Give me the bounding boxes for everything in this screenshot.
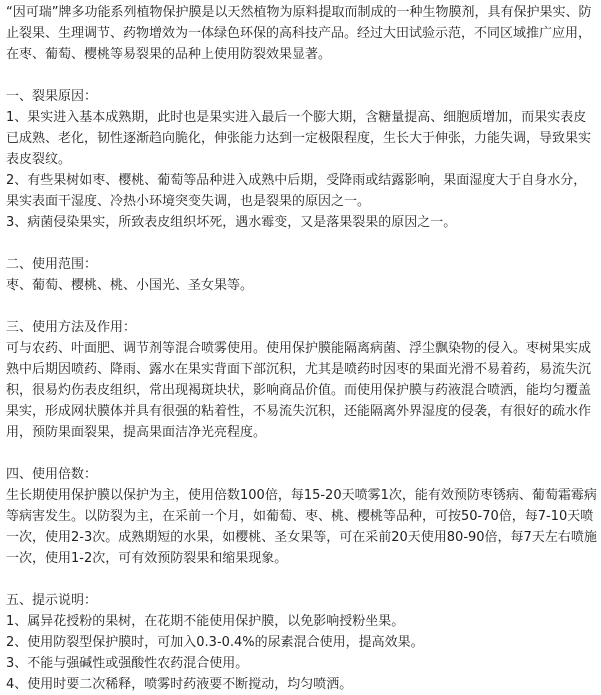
note-item-2: 2、使用防裂型保护膜时，可加入0.3-0.4%的尿素混合使用，提高效果。 [6, 635, 424, 650]
note-item-4: 4、使用时要二次稀释，喷雾时药液要不断搅动，均匀喷洒。 [6, 677, 353, 692]
cause-item-2: 2、有些果树如枣、樱桃、葡萄等品种进入成熟中后期，受降雨或结露影响，果面湿度大于自身水分，果实表面干湿度、冷热小环境突变失调，也是裂果的原因之一。 [6, 173, 587, 209]
spacer [6, 296, 598, 317]
dilution-paragraph: 生长期使用保护膜以保护为主，使用倍数100倍，每15-20天喷雾1次，能有效预防枣锈病、葡萄霜霉病等病害发生。以防裂为主，在采前一个月，如葡萄、枣、桃、樱桃等品种，可按50-70倍，每7-10天喷一次，使用2-3次。成熟期短的水果，如樱桃、圣女果等，可在采前20天使用80-90倍，每7天左右喷施一次，使用1-2次，可有效预防裂果和缩果现象。 [6, 488, 597, 566]
spacer [6, 233, 598, 254]
note-item-1: 1、属异花授粉的果树，在花期不能使用保护膜，以免影响授粉坐果。 [6, 614, 405, 629]
intro-paragraph: “因可瑞”牌多功能系列植物保护膜是以天然植物为原料提取而制成的一种生物膜剂，具有保护果实、防止裂果、生理调节、药物增效为一体绿色环保的高科技产品。经过大田试验示范，不同区域推广应用，在枣、葡萄、樱桃等易裂果的品种上使用防裂效果显著。 [6, 5, 592, 62]
section-heading-method: 三、使用方法及作用： [6, 320, 137, 335]
section-heading-scope: 二、使用范围： [6, 257, 98, 272]
cause-item-1: 1、果实进入基本成熟期，此时也是果实进入最后一个膨大期，含糖量提高、细胞质增加，而果实表皮已成熟、老化，韧性逐渐趋向脆化，伸张能力达到一定极限程度，生长大于伸张，力能失调，导致果实表皮裂纹。 [6, 110, 592, 167]
section-heading-cause: 一、裂果原因： [6, 89, 98, 104]
method-paragraph: 可与农药、叶面肥、调节剂等混合喷雾使用。使用保护膜能隔离病菌、浮尘飘染物的侵入。枣树果实成熟中后期因喷药、降雨、露水在果实背面下部沉积，尤其是喷药时因枣的果面光滑不易着药，易流失沉积，很易灼伤表皮组织，常出现褐斑块状，影响商品价值。而使用保护膜与药液混合喷洒，能均匀覆盖果实，形成网状膜体并具有很强的粘着性，不易流失沉积，还能隔离外界湿度的侵袭，有很好的疏水作用，预防果面裂果，提高果面洁净光亮程度。 [6, 341, 592, 440]
note-item-3: 3、不能与强碱性或强酸性农药混合使用。 [6, 656, 249, 671]
scope-paragraph: 枣、葡萄、樱桃、桃、小国光、圣女果等。 [6, 278, 254, 293]
cause-item-3: 3、病菌侵染果实，所致表皮组织坏死，遇水霉变，又是落果裂果的原因之一。 [6, 215, 457, 230]
spacer [6, 65, 598, 86]
spacer [6, 443, 598, 464]
spacer [6, 569, 598, 590]
section-heading-notes: 五、提示说明： [6, 593, 98, 608]
document-body [6, 2, 598, 695]
section-heading-dilution: 四、使用倍数： [6, 467, 98, 482]
